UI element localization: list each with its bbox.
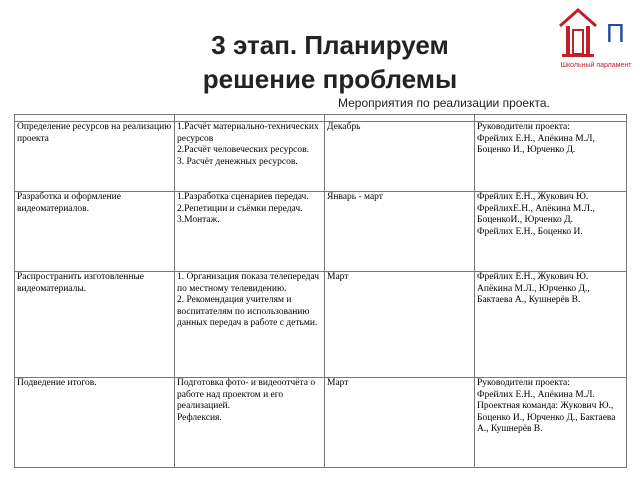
cell-text: 2.Расчёт человеческих ресурсов.	[177, 145, 309, 155]
slide-title	[120, 28, 540, 96]
cell-text: 3. Расчёт денежных ресурсов.	[177, 156, 298, 167]
cell-date	[325, 122, 475, 192]
cell-text: Проектная команда: Жукович Ю., Боценко И., Юрченко Д., Бактаева А., Кушнерёв В.	[477, 401, 616, 434]
cell-task	[15, 378, 175, 468]
table-row	[15, 272, 627, 378]
cell-actions	[175, 122, 325, 192]
cell-text: Декабрь	[327, 122, 361, 132]
table-row	[15, 122, 627, 192]
slide-title-line2: решение проблемы	[202, 64, 458, 94]
cell-text: Фрейлих Е.Н., Жукович Ю.	[477, 272, 589, 282]
cell-text: Руководители проекта:	[477, 122, 570, 132]
cell-text: 2.Репетиции и съёмки передач.	[177, 203, 303, 214]
cell-text: Фрейлих Е.Н., Апёкина М.Л.	[477, 389, 595, 400]
cell-text: Подготовка фото- и видеоотчёта о работе над проектом и его реализацией.	[177, 378, 316, 411]
cell-text: Распространить изготовленные видеоматериалы.	[17, 272, 144, 294]
cell-text: Фрейлих Е.Н., Жукович Ю.	[477, 192, 589, 202]
table-row	[15, 192, 627, 272]
cell-text: Апёкина М.Л., Юрченко Д., Бактаева А., Кушнерёв В.	[477, 283, 590, 305]
cell-actions	[175, 272, 325, 378]
header-cell	[475, 115, 627, 122]
cell-text: 3.Монтаж.	[177, 215, 220, 225]
table-subtitle: Мероприятия по реализации проекта.	[338, 96, 550, 110]
cell-responsible	[475, 378, 627, 468]
cell-text: Определение ресурсов на реализацию проекта	[17, 122, 172, 144]
cell-text: 1.Расчёт материально-технических ресурсов	[177, 122, 319, 144]
cell-text: 1. Организация показа телепередач по местному телевидению.	[177, 272, 320, 294]
cell-text: Руководители проекта:	[477, 378, 570, 388]
cell-responsible	[475, 122, 627, 192]
cell-text: Фрейлих Е.Н., Апёкина М.Л, Боценко И., Юрченко Д.	[477, 133, 595, 155]
cell-responsible	[475, 192, 627, 272]
cell-text: Рефлексия.	[177, 412, 222, 423]
header-cell	[325, 115, 475, 122]
header-cell	[15, 115, 175, 122]
table-header-row	[15, 115, 627, 122]
logo-caption: Школьный парламент	[560, 62, 632, 69]
cell-date	[325, 192, 475, 272]
cell-task	[15, 192, 175, 272]
cell-responsible	[475, 272, 627, 378]
cell-text: Подведение итогов.	[17, 378, 97, 388]
cell-text: Январь - март	[327, 192, 383, 202]
cell-text: Март	[327, 272, 349, 282]
table-row	[15, 378, 627, 468]
cell-text: Фрейлих Е.Н., Боценко И.	[477, 226, 583, 237]
cell-actions	[175, 192, 325, 272]
cell-text: 2. Рекомендация учителям и воспитателям по использованию данных передач в работе с детьми.	[177, 295, 318, 328]
logo-letter: П	[606, 18, 625, 48]
slide-title-line1: 3 этап. Планируем	[211, 30, 449, 60]
cell-text: Разработка и оформление видеоматериалов.	[17, 192, 121, 214]
cell-text: Март	[327, 378, 349, 388]
cell-date	[325, 378, 475, 468]
cell-task	[15, 122, 175, 192]
cell-date	[325, 272, 475, 378]
cell-task	[15, 272, 175, 378]
header-cell	[175, 115, 325, 122]
activities-table	[14, 114, 627, 468]
cell-actions	[175, 378, 325, 468]
cell-text: ФрейлихЕ.Н., Апёкина М.Л., БоценкоИ., Юрченко Д.	[477, 203, 595, 225]
cell-text: 1.Разработка сценариев передач.	[177, 192, 309, 202]
